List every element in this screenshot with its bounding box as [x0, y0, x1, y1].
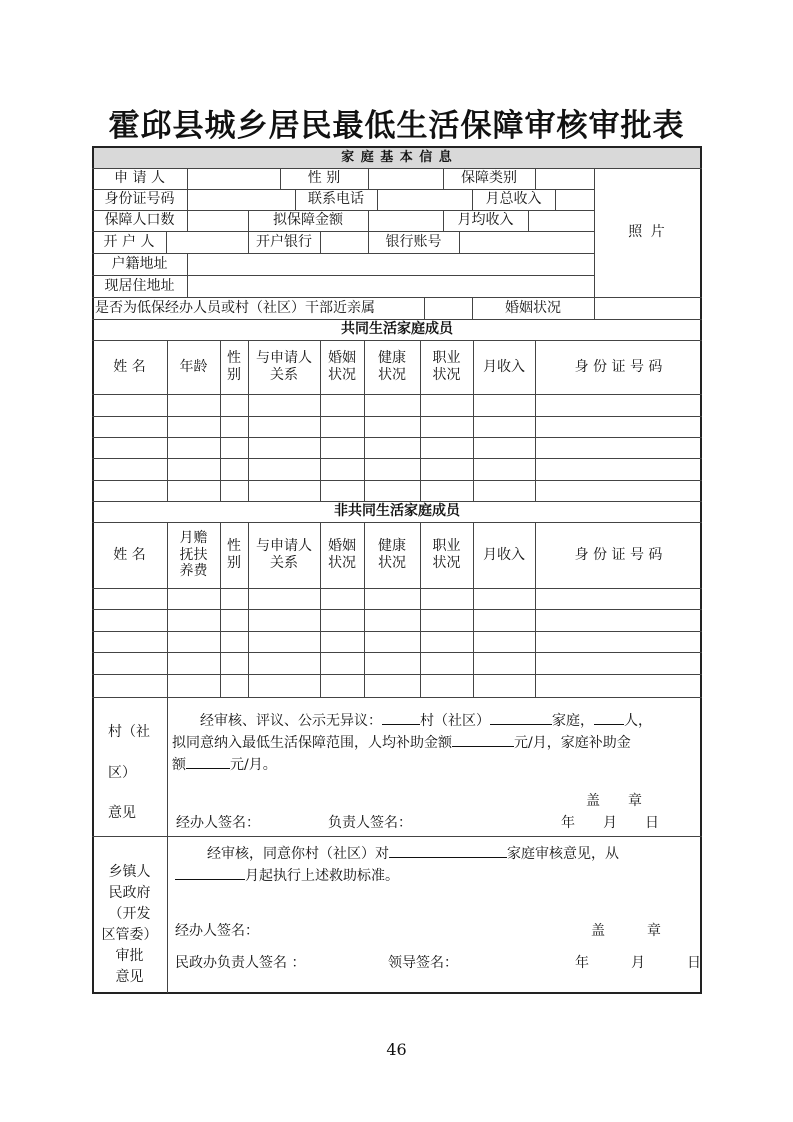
cohabiting-table-cell[interactable] — [248, 458, 320, 480]
cohabiting-table-cell[interactable] — [364, 394, 420, 416]
non-cohabiting-table-cell[interactable] — [320, 588, 364, 609]
cohabiting-table-cell[interactable] — [473, 437, 535, 458]
town-label-line: 审批 — [115, 948, 144, 964]
town-date[interactable]: 年 月 日 — [575, 955, 701, 971]
village-text-1: 经审核、评议、公示无异议： — [200, 713, 382, 729]
cohabiting-table-cell[interactable] — [167, 480, 220, 501]
non-cohabiting-column-header: 健康状况 — [378, 538, 406, 571]
non-cohabiting-table-cell[interactable] — [167, 652, 220, 674]
non-cohabiting-table-cell[interactable] — [220, 588, 248, 609]
phone-field[interactable] — [377, 189, 472, 210]
cohabiting-table-cell[interactable] — [320, 437, 364, 458]
account-holder-label: 开 户 人 — [103, 233, 155, 250]
cohabiting-table-cell[interactable] — [535, 480, 702, 501]
bank-label: 开户银行 — [256, 233, 312, 250]
bank-field[interactable] — [320, 231, 368, 253]
cohabiting-table-cell[interactable] — [167, 416, 220, 437]
basic-info-section-title: 家 庭 基 本 信 息 — [341, 150, 453, 166]
account-number-label: 银行账号 — [385, 233, 442, 250]
town-label-line: 意见 — [115, 969, 144, 985]
non-cohabiting-table-cell[interactable] — [92, 588, 167, 609]
town-civil-sign[interactable]: 民政办负责人签名 ： — [175, 955, 306, 971]
cohabiting-column-header: 与申请人关系 — [256, 350, 312, 383]
monthly-total-income-field[interactable] — [555, 189, 594, 210]
non-cohabiting-table-cell[interactable] — [473, 609, 535, 631]
non-cohabiting-column-header: 月赡抚扶养费 — [179, 529, 208, 580]
cohabiting-table-cell[interactable] — [420, 394, 473, 416]
non-cohabiting-table-cell[interactable] — [364, 674, 420, 697]
town-handler-sign[interactable]: 经办人签名： — [175, 923, 259, 939]
current-address-field[interactable] — [187, 275, 594, 297]
non-cohabiting-table-cell[interactable] — [420, 631, 473, 652]
cohabiting-table-cell[interactable] — [220, 416, 248, 437]
applicant-field[interactable] — [187, 168, 280, 189]
village-seal: 盖 章 — [586, 793, 642, 809]
cohabiting-table-cell[interactable] — [220, 437, 248, 458]
relative-question-field[interactable] — [424, 297, 472, 319]
cohabiting-table-cell[interactable] — [320, 394, 364, 416]
category-label: 保障类别 — [461, 170, 517, 187]
non-cohabiting-table-cell[interactable] — [535, 588, 702, 609]
cohabiting-section-title: 共同生活家庭成员 — [341, 321, 453, 338]
applicant-label: 申 请 人 — [114, 170, 165, 187]
cohabiting-table-cell[interactable] — [248, 416, 320, 437]
town-label-line: （开发 — [108, 906, 151, 922]
monthly-avg-income-label: 月均收入 — [457, 212, 514, 229]
photo-placeholder[interactable]: 照 片 — [628, 224, 667, 241]
non-cohabiting-column-header: 姓 名 — [113, 546, 146, 563]
non-cohabiting-table-cell[interactable] — [420, 588, 473, 609]
marital-status-label: 婚姻状况 — [505, 299, 561, 316]
household-address-label: 户籍地址 — [111, 255, 168, 272]
non-cohabiting-section-title: 非共同生活家庭成员 — [334, 503, 460, 520]
cohabiting-table-cell[interactable] — [92, 437, 167, 458]
non-cohabiting-table-cell[interactable] — [167, 588, 220, 609]
household-address-field[interactable] — [187, 253, 594, 275]
cohabiting-table-cell[interactable] — [92, 458, 167, 480]
non-cohabiting-table-cell[interactable] — [473, 652, 535, 674]
family-amount-blank[interactable] — [186, 754, 230, 769]
non-cohabiting-column-header: 身 份 证 号 码 — [574, 546, 663, 563]
gender-label: 性 别 — [307, 170, 341, 187]
non-cohabiting-table-cell[interactable] — [220, 631, 248, 652]
cohabiting-table-cell[interactable] — [92, 416, 167, 437]
marital-status-field[interactable] — [594, 297, 701, 319]
cohabiting-column-header: 性别 — [227, 350, 241, 383]
category-field[interactable] — [535, 168, 594, 189]
non-cohabiting-table-cell[interactable] — [92, 631, 167, 652]
village-label-1: 村（社 — [108, 724, 150, 740]
cohabiting-table-cell[interactable] — [92, 480, 167, 501]
non-cohabiting-table-cell[interactable] — [364, 588, 420, 609]
town-label-line: 乡镇人 — [108, 864, 151, 880]
cohabiting-table-cell[interactable] — [420, 437, 473, 458]
form-title: 霍邱县城乡居民最低生活保障审核审批表 — [108, 108, 685, 144]
cohabiting-column-header: 姓 名 — [113, 358, 146, 375]
village-text-6: 元/月，家庭补助金 — [514, 735, 631, 751]
population-field[interactable] — [187, 210, 248, 231]
non-cohabiting-column-header: 职业状况 — [432, 538, 461, 571]
non-cohabiting-table-cell[interactable] — [92, 674, 167, 697]
village-label-3: 意见 — [108, 805, 136, 821]
non-cohabiting-table-cell[interactable] — [364, 631, 420, 652]
town-label-line: 区管委） — [101, 927, 158, 943]
per-capita-amount-blank[interactable] — [452, 732, 514, 747]
village-label-2: 区） — [108, 765, 136, 781]
village-opinion-text — [172, 710, 698, 776]
cohabiting-table-cell[interactable] — [220, 394, 248, 416]
non-cohabiting-table-cell[interactable] — [248, 652, 320, 674]
current-address-label: 现居住地址 — [104, 277, 175, 294]
start-month-blank[interactable] — [175, 865, 245, 880]
non-cohabiting-column-header: 月收入 — [483, 546, 525, 563]
town-label-line: 民政府 — [108, 885, 151, 901]
cohabiting-table-cell[interactable] — [220, 458, 248, 480]
non-cohabiting-table-cell[interactable] — [248, 631, 320, 652]
non-cohabiting-table-cell[interactable] — [320, 631, 364, 652]
cohabiting-table-cell[interactable] — [220, 480, 248, 501]
non-cohabiting-table-cell[interactable] — [167, 674, 220, 697]
non-cohabiting-table-cell[interactable] — [220, 674, 248, 697]
non-cohabiting-table-cell[interactable] — [220, 609, 248, 631]
non-cohabiting-table-cell[interactable] — [473, 588, 535, 609]
gender-field[interactable] — [368, 168, 443, 189]
cohabiting-table-cell[interactable] — [535, 437, 702, 458]
cohabiting-table-cell[interactable] — [473, 416, 535, 437]
cohabiting-column-header: 职业状况 — [432, 350, 461, 383]
non-cohabiting-column-header: 与申请人关系 — [256, 538, 312, 571]
town-leader-sign[interactable]: 领导签名： — [388, 955, 458, 971]
village-text-8: 元/月。 — [230, 757, 277, 773]
family-name-blank[interactable] — [490, 710, 552, 725]
non-cohabiting-column-header: 婚姻状况 — [328, 538, 356, 571]
cohabiting-table-cell[interactable] — [248, 394, 320, 416]
town-text-2: 家庭审核意见，从 — [507, 846, 619, 862]
non-cohabiting-table-cell[interactable] — [535, 674, 702, 697]
non-cohabiting-table-cell[interactable] — [364, 609, 420, 631]
non-cohabiting-table-cell[interactable] — [535, 609, 702, 631]
non-cohabiting-table-cell[interactable] — [473, 674, 535, 697]
proposed-amount-label: 拟保障金额 — [273, 212, 343, 229]
phone-label: 联系电话 — [308, 191, 364, 208]
cohabiting-table-cell[interactable] — [473, 394, 535, 416]
cohabiting-table-cell[interactable] — [320, 458, 364, 480]
village-text-7: 额 — [172, 757, 186, 773]
cohabiting-table-cell[interactable] — [473, 458, 535, 480]
cohabiting-table-cell[interactable] — [92, 394, 167, 416]
cohabiting-table-cell[interactable] — [420, 458, 473, 480]
cohabiting-table-cell[interactable] — [167, 394, 220, 416]
non-cohabiting-table-cell[interactable] — [420, 674, 473, 697]
cohabiting-table-cell[interactable] — [473, 480, 535, 501]
non-cohabiting-table-cell[interactable] — [248, 674, 320, 697]
person-count-blank[interactable] — [594, 710, 624, 725]
cohabiting-table-cell[interactable] — [167, 437, 220, 458]
town-seal: 盖 章 — [591, 923, 661, 939]
cohabiting-column-header: 身 份 证 号 码 — [574, 358, 663, 375]
cohabiting-column-header: 健康状况 — [378, 350, 406, 383]
village-date[interactable]: 年 月 日 — [561, 815, 659, 831]
id-number-field[interactable] — [187, 189, 295, 210]
cohabiting-column-header: 月收入 — [483, 358, 525, 375]
cohabiting-table-cell[interactable] — [167, 458, 220, 480]
village-handler-sign[interactable]: 经办人签名： — [176, 815, 260, 831]
cohabiting-column-header: 婚姻状况 — [328, 350, 356, 383]
non-cohabiting-table-cell[interactable] — [167, 631, 220, 652]
town-opinion-text — [175, 843, 695, 887]
non-cohabiting-table-cell[interactable] — [420, 652, 473, 674]
cohabiting-table-cell[interactable] — [248, 480, 320, 501]
cohabiting-table-cell[interactable] — [248, 437, 320, 458]
cohabiting-table-cell[interactable] — [320, 416, 364, 437]
town-text-1: 经审核，同意你村（社区）对 — [207, 846, 389, 862]
village-name-blank[interactable] — [382, 710, 420, 725]
village-text-2: 村（社区） — [420, 713, 490, 729]
non-cohabiting-table-cell[interactable] — [220, 652, 248, 674]
town-text-3: 月起执行上述救助标准。 — [245, 868, 399, 884]
proposed-amount-field[interactable] — [368, 210, 443, 231]
population-label: 保障人口数 — [104, 212, 175, 229]
non-cohabiting-table-cell[interactable] — [320, 652, 364, 674]
cohabiting-table-cell[interactable] — [535, 416, 702, 437]
town-label — [92, 862, 167, 988]
page-number: 46 — [386, 1040, 407, 1059]
non-cohabiting-table-cell[interactable] — [535, 631, 702, 652]
non-cohabiting-table-cell[interactable] — [167, 609, 220, 631]
cohabiting-table-cell[interactable] — [364, 437, 420, 458]
relative-question-label: 是否为低保经办人员或村（社区）干部近亲属 — [95, 299, 375, 316]
cohabiting-table-cell[interactable] — [535, 394, 702, 416]
cohabiting-table-cell[interactable] — [364, 480, 420, 501]
non-cohabiting-table-cell[interactable] — [473, 631, 535, 652]
non-cohabiting-table-cell[interactable] — [535, 652, 702, 674]
account-number-field[interactable] — [459, 231, 594, 253]
non-cohabiting-table-cell[interactable] — [364, 652, 420, 674]
id-number-label: 身份证号码 — [104, 191, 175, 208]
village-text-5: 拟同意纳入最低生活保障范围，人均补助金额 — [172, 735, 452, 751]
village-text-4: 人， — [624, 713, 652, 729]
cohabiting-table-cell[interactable] — [420, 416, 473, 437]
non-cohabiting-table-cell[interactable] — [248, 588, 320, 609]
account-holder-field[interactable] — [166, 231, 248, 253]
non-cohabiting-table-cell[interactable] — [420, 609, 473, 631]
non-cohabiting-column-header: 性别 — [227, 538, 241, 571]
non-cohabiting-table-cell[interactable] — [320, 609, 364, 631]
non-cohabiting-table-cell[interactable] — [248, 609, 320, 631]
non-cohabiting-table-cell[interactable] — [92, 652, 167, 674]
non-cohabiting-table-cell[interactable] — [320, 674, 364, 697]
cohabiting-table-cell[interactable] — [320, 480, 364, 501]
cohabiting-table-cell[interactable] — [364, 416, 420, 437]
town-family-blank[interactable] — [389, 843, 507, 858]
non-cohabiting-table-cell[interactable] — [92, 609, 167, 631]
cohabiting-table-cell[interactable] — [535, 458, 702, 480]
monthly-total-income-label: 月总收入 — [485, 191, 542, 208]
cohabiting-column-header: 年龄 — [179, 358, 208, 375]
village-leader-sign[interactable]: 负责人签名： — [328, 815, 412, 831]
cohabiting-table-cell[interactable] — [420, 480, 473, 501]
village-text-3: 家庭， — [552, 713, 594, 729]
monthly-avg-income-field[interactable] — [528, 210, 594, 231]
cohabiting-table-cell[interactable] — [364, 458, 420, 480]
